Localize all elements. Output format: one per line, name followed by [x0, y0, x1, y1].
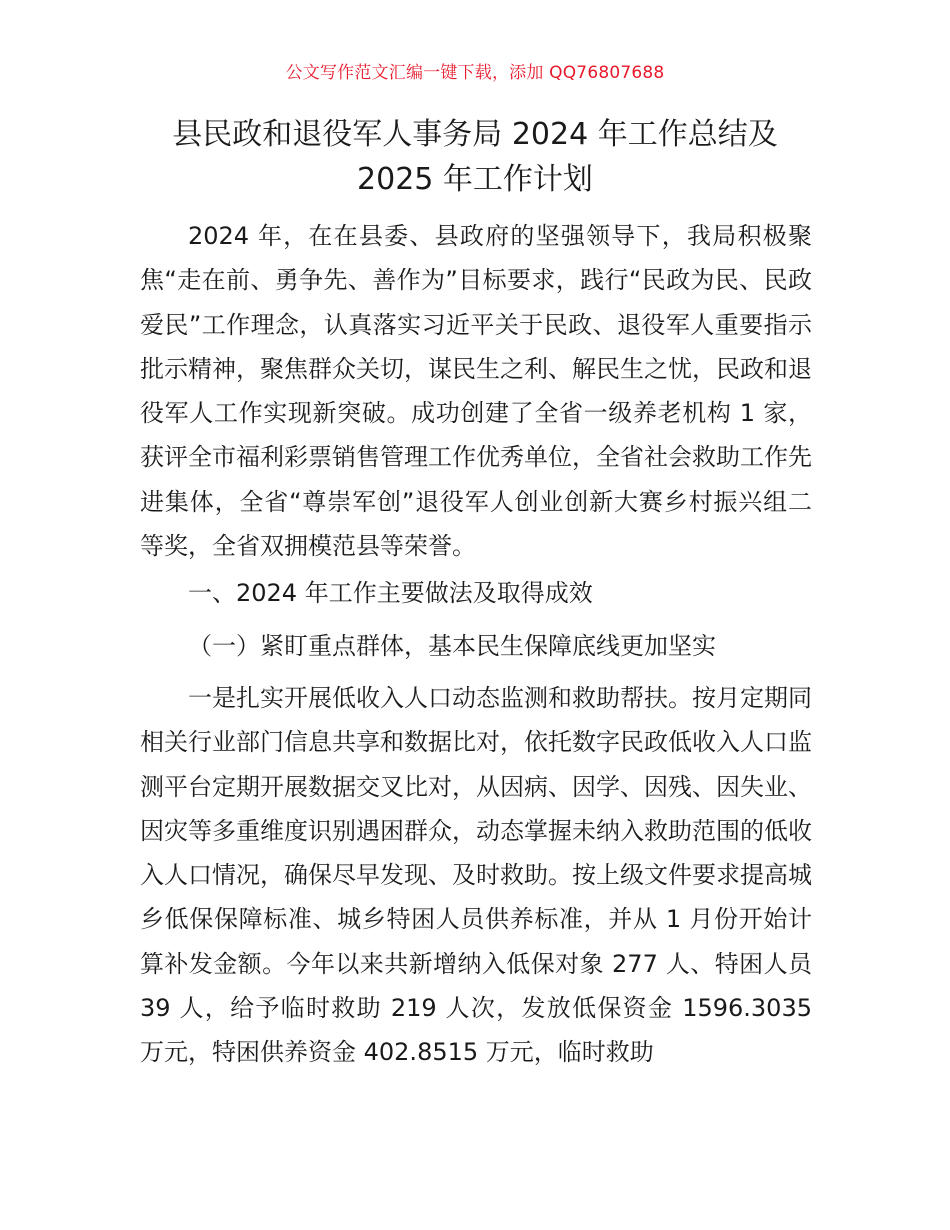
intro-paragraph: 2024 年，在在县委、县政府的坚强领导下，我局积极聚焦“走在前、勇争先、善作为”目标要求，践行“民政为民、民政爱民”工作理念，认真落实习近平关于民政、退役军人重要指示批示精神，聚焦群众关切，谋民生之利、解民生之忧，民政和退役军人工作实现新突破。成功创建了全省一级养老机构 1 家，获评全市福利彩票销售管理工作优秀单位，全省社会救助工作先进集体，全省“尊崇军创”退役军人创业创新大赛乡村振兴组二等奖，全省双拥模范县等荣誉。: [140, 222, 812, 561]
section-heading: 一、2024 年工作主要做法及取得成效: [188, 579, 593, 607]
title-line-2: 2025 年工作计划: [357, 162, 593, 197]
body-paragraph: 一是扎实开展低收入人口动态监测和救助帮扶。按月定期同相关行业部门信息共享和数据比对，依托数字民政低收入人口监测平台定期开展数据交叉比对，从因病、因学、因残、因失业、因灾等多重维度识别遇困群众，动态掌握未纳入救助范围的低收入人口情况，确保尽早发现、及时救助。按上级文件要求提高城乡低保保障标准、城乡特困人员供养标准，并从 1 月份开始计算补发金额。今年以来共新增纳入低保对象 277 人、特困人员 39 人，给予临时救助 219 人次，发放低保资金 1596.3035 万元，特困供养资金 402.8515 万元，临时救助: [140, 684, 812, 1067]
subsection-heading: （一）紧盯重点群体，基本民生保障底线更加坚实: [188, 632, 716, 660]
download-watermark: 公文写作范文汇编一键下载，添加 QQ76807688: [285, 63, 665, 83]
title-line-1: 县民政和退役军人事务局 2024 年工作总结及: [172, 117, 778, 152]
document-title: [90, 112, 860, 202]
